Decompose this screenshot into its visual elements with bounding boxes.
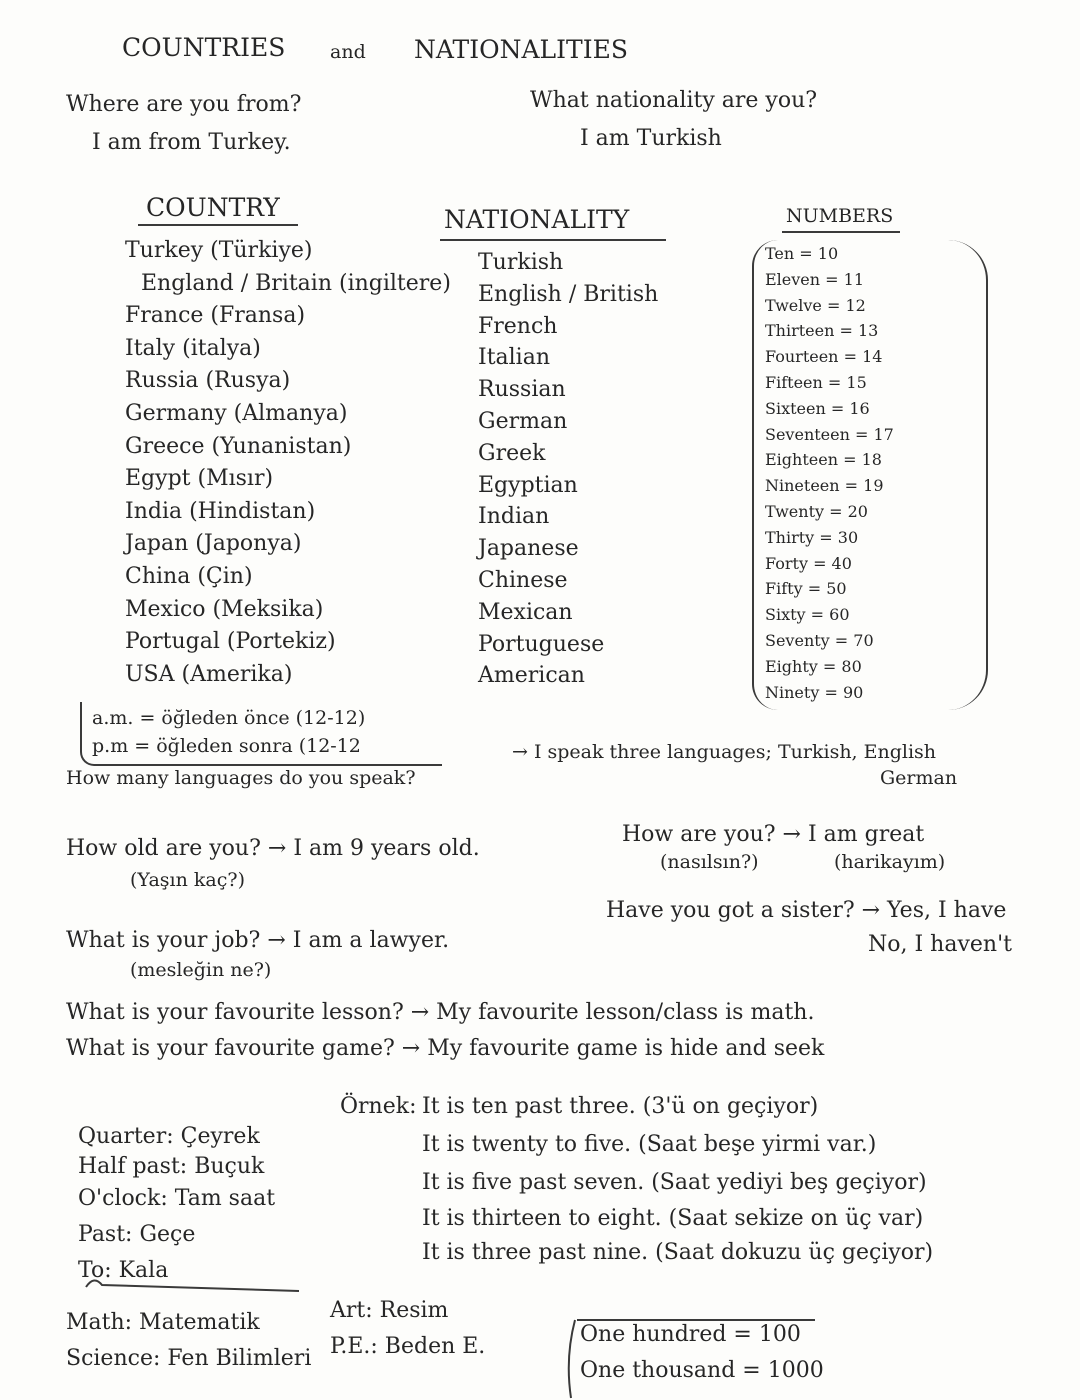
time-term: O'clock: Tam saat	[78, 1186, 276, 1211]
country-list	[125, 238, 451, 694]
nationality-item: Italian	[478, 345, 551, 371]
nationality-header: NATIONALITY	[444, 205, 630, 234]
nationality-item: Egyptian	[478, 472, 578, 498]
numbers-header-underline	[782, 231, 900, 233]
number-item: Sixty = 60	[765, 605, 850, 625]
answer-languages-cont: German	[880, 767, 958, 789]
country-item: Egypt (Mısır)	[125, 466, 274, 492]
number-item: Fourteen = 14	[765, 347, 883, 367]
country-item: Italy (italya)	[125, 335, 261, 361]
time-example: It is three past nine. (Saat dokuzu üç geçiyor)	[422, 1240, 934, 1265]
number-item: Ninety = 90	[765, 682, 864, 702]
number-item: Eighty = 80	[765, 656, 862, 676]
nationality-item: Russian	[478, 377, 566, 403]
lesson-art: Art: Resim	[330, 1298, 449, 1323]
question-languages: How many languages do you speak?	[66, 767, 416, 789]
answer-sister-no: No, I haven't	[868, 932, 1012, 957]
number-item: Forty = 40	[765, 553, 852, 573]
country-item: Germany (Almanya)	[125, 400, 348, 426]
country-item: Greece (Yunanistan)	[125, 433, 352, 459]
nationality-item: American	[478, 663, 585, 689]
title-and: and	[330, 41, 366, 63]
number-item: Seventeen = 17	[765, 424, 894, 444]
lesson-math: Math: Matematik	[66, 1310, 260, 1335]
pm-definition: p.m = öğleden sonra (12-12	[92, 735, 361, 757]
lesson-pe: P.E.: Beden E.	[330, 1334, 486, 1359]
time-term: Quarter: Çeyrek	[78, 1124, 260, 1149]
question-favourite-lesson: What is your favourite lesson? → My favourite lesson/class is math.	[66, 1000, 815, 1025]
number-item: Sixteen = 16	[765, 398, 870, 418]
number-item: Thirty = 30	[765, 527, 859, 547]
number-item: Seventy = 70	[765, 630, 874, 650]
number-item: Eleven = 11	[765, 269, 865, 289]
number-item: Ten = 10	[765, 244, 839, 263]
number-item: Eighteen = 18	[765, 450, 882, 470]
numbers-list	[765, 244, 910, 708]
example-label: Örnek:	[340, 1094, 417, 1119]
numbers-header: NUMBERS	[786, 205, 894, 227]
age-translation: (Yaşın kaç?)	[130, 869, 245, 891]
nationality-header-underline	[440, 239, 666, 241]
question-age: How old are you? → I am 9 years old.	[66, 836, 480, 861]
country-item: China (Çin)	[125, 563, 253, 589]
question-sister: Have you got a sister? → Yes, I have	[606, 898, 1007, 923]
answer-nationality: I am Turkish	[580, 126, 722, 151]
time-term: Half past: Buçuk	[78, 1154, 265, 1179]
question-nationality: What nationality are you?	[530, 88, 818, 113]
nationality-item: Indian	[478, 504, 550, 530]
am-definition: a.m. = öğleden önce (12-12)	[92, 707, 366, 729]
time-term: To: Kala	[78, 1258, 169, 1283]
nationality-list	[478, 250, 658, 695]
country-item: Japan (Japonya)	[125, 531, 302, 557]
country-header-underline	[138, 224, 298, 226]
nationality-item: German	[478, 408, 568, 434]
title-countries: COUNTRIES	[122, 33, 286, 62]
question-job: What is your job? → I am a lawyer.	[66, 928, 450, 953]
nationality-item: Portuguese	[478, 631, 605, 657]
title-nationalities: NATIONALITIES	[414, 35, 628, 64]
nationality-item: Japanese	[478, 536, 579, 562]
country-item: USA (Amerika)	[125, 661, 293, 687]
one-hundred: One hundred = 100	[580, 1322, 801, 1347]
question-where-from: Where are you from?	[66, 92, 302, 117]
time-example: It is five past seven. (Saat yediyi beş geçiyor)	[422, 1170, 927, 1195]
answer-languages: → I speak three languages; Turkish, English	[512, 741, 937, 763]
job-translation: (mesleğin ne?)	[130, 959, 272, 981]
number-item: Thirteen = 13	[765, 321, 879, 341]
nationality-item: English / British	[478, 281, 659, 307]
question-favourite-game: What is your favourite game? → My favourite game is hide and seek	[66, 1036, 825, 1061]
one-thousand: One thousand = 1000	[580, 1358, 824, 1383]
country-item: Mexico (Meksika)	[125, 596, 324, 622]
country-item: Russia (Rusya)	[125, 368, 291, 394]
answer-where-from: I am from Turkey.	[92, 130, 291, 155]
country-item: France (Fransa)	[125, 303, 306, 329]
great-translation: (harikayım)	[834, 851, 946, 873]
nationality-item: Turkish	[478, 250, 564, 275]
country-item: Turkey (Türkiye)	[125, 238, 313, 263]
number-item: Twenty = 20	[765, 501, 868, 521]
country-item: Portugal (Portekiz)	[125, 629, 336, 655]
number-item: Fifty = 50	[765, 579, 847, 599]
terms-bracket	[84, 1255, 304, 1295]
time-example: It is ten past three. (3'ü on geçiyor)	[422, 1094, 819, 1119]
nationality-item: Mexican	[478, 599, 573, 625]
question-how-are-you: How are you? → I am great	[622, 822, 925, 847]
number-item: Nineteen = 19	[765, 476, 884, 496]
number-item: Twelve = 12	[765, 295, 866, 315]
nationality-item: French	[478, 313, 558, 339]
time-example: It is thirteen to eight. (Saat sekize on üç var)	[422, 1206, 924, 1231]
country-item: India (Hindistan)	[125, 498, 316, 524]
how-are-you-translation: (nasılsın?)	[660, 851, 759, 873]
lesson-science: Science: Fen Bilimleri	[66, 1346, 312, 1371]
nationality-item: Chinese	[478, 567, 568, 593]
nationality-item: Greek	[478, 440, 546, 466]
country-item: England / Britain (ingiltere)	[141, 270, 451, 296]
country-header: COUNTRY	[146, 193, 280, 222]
number-item: Fifteen = 15	[765, 372, 867, 392]
time-example: It is twenty to five. (Saat beşe yirmi var.)	[422, 1132, 877, 1157]
time-term: Past: Geçe	[78, 1222, 196, 1247]
